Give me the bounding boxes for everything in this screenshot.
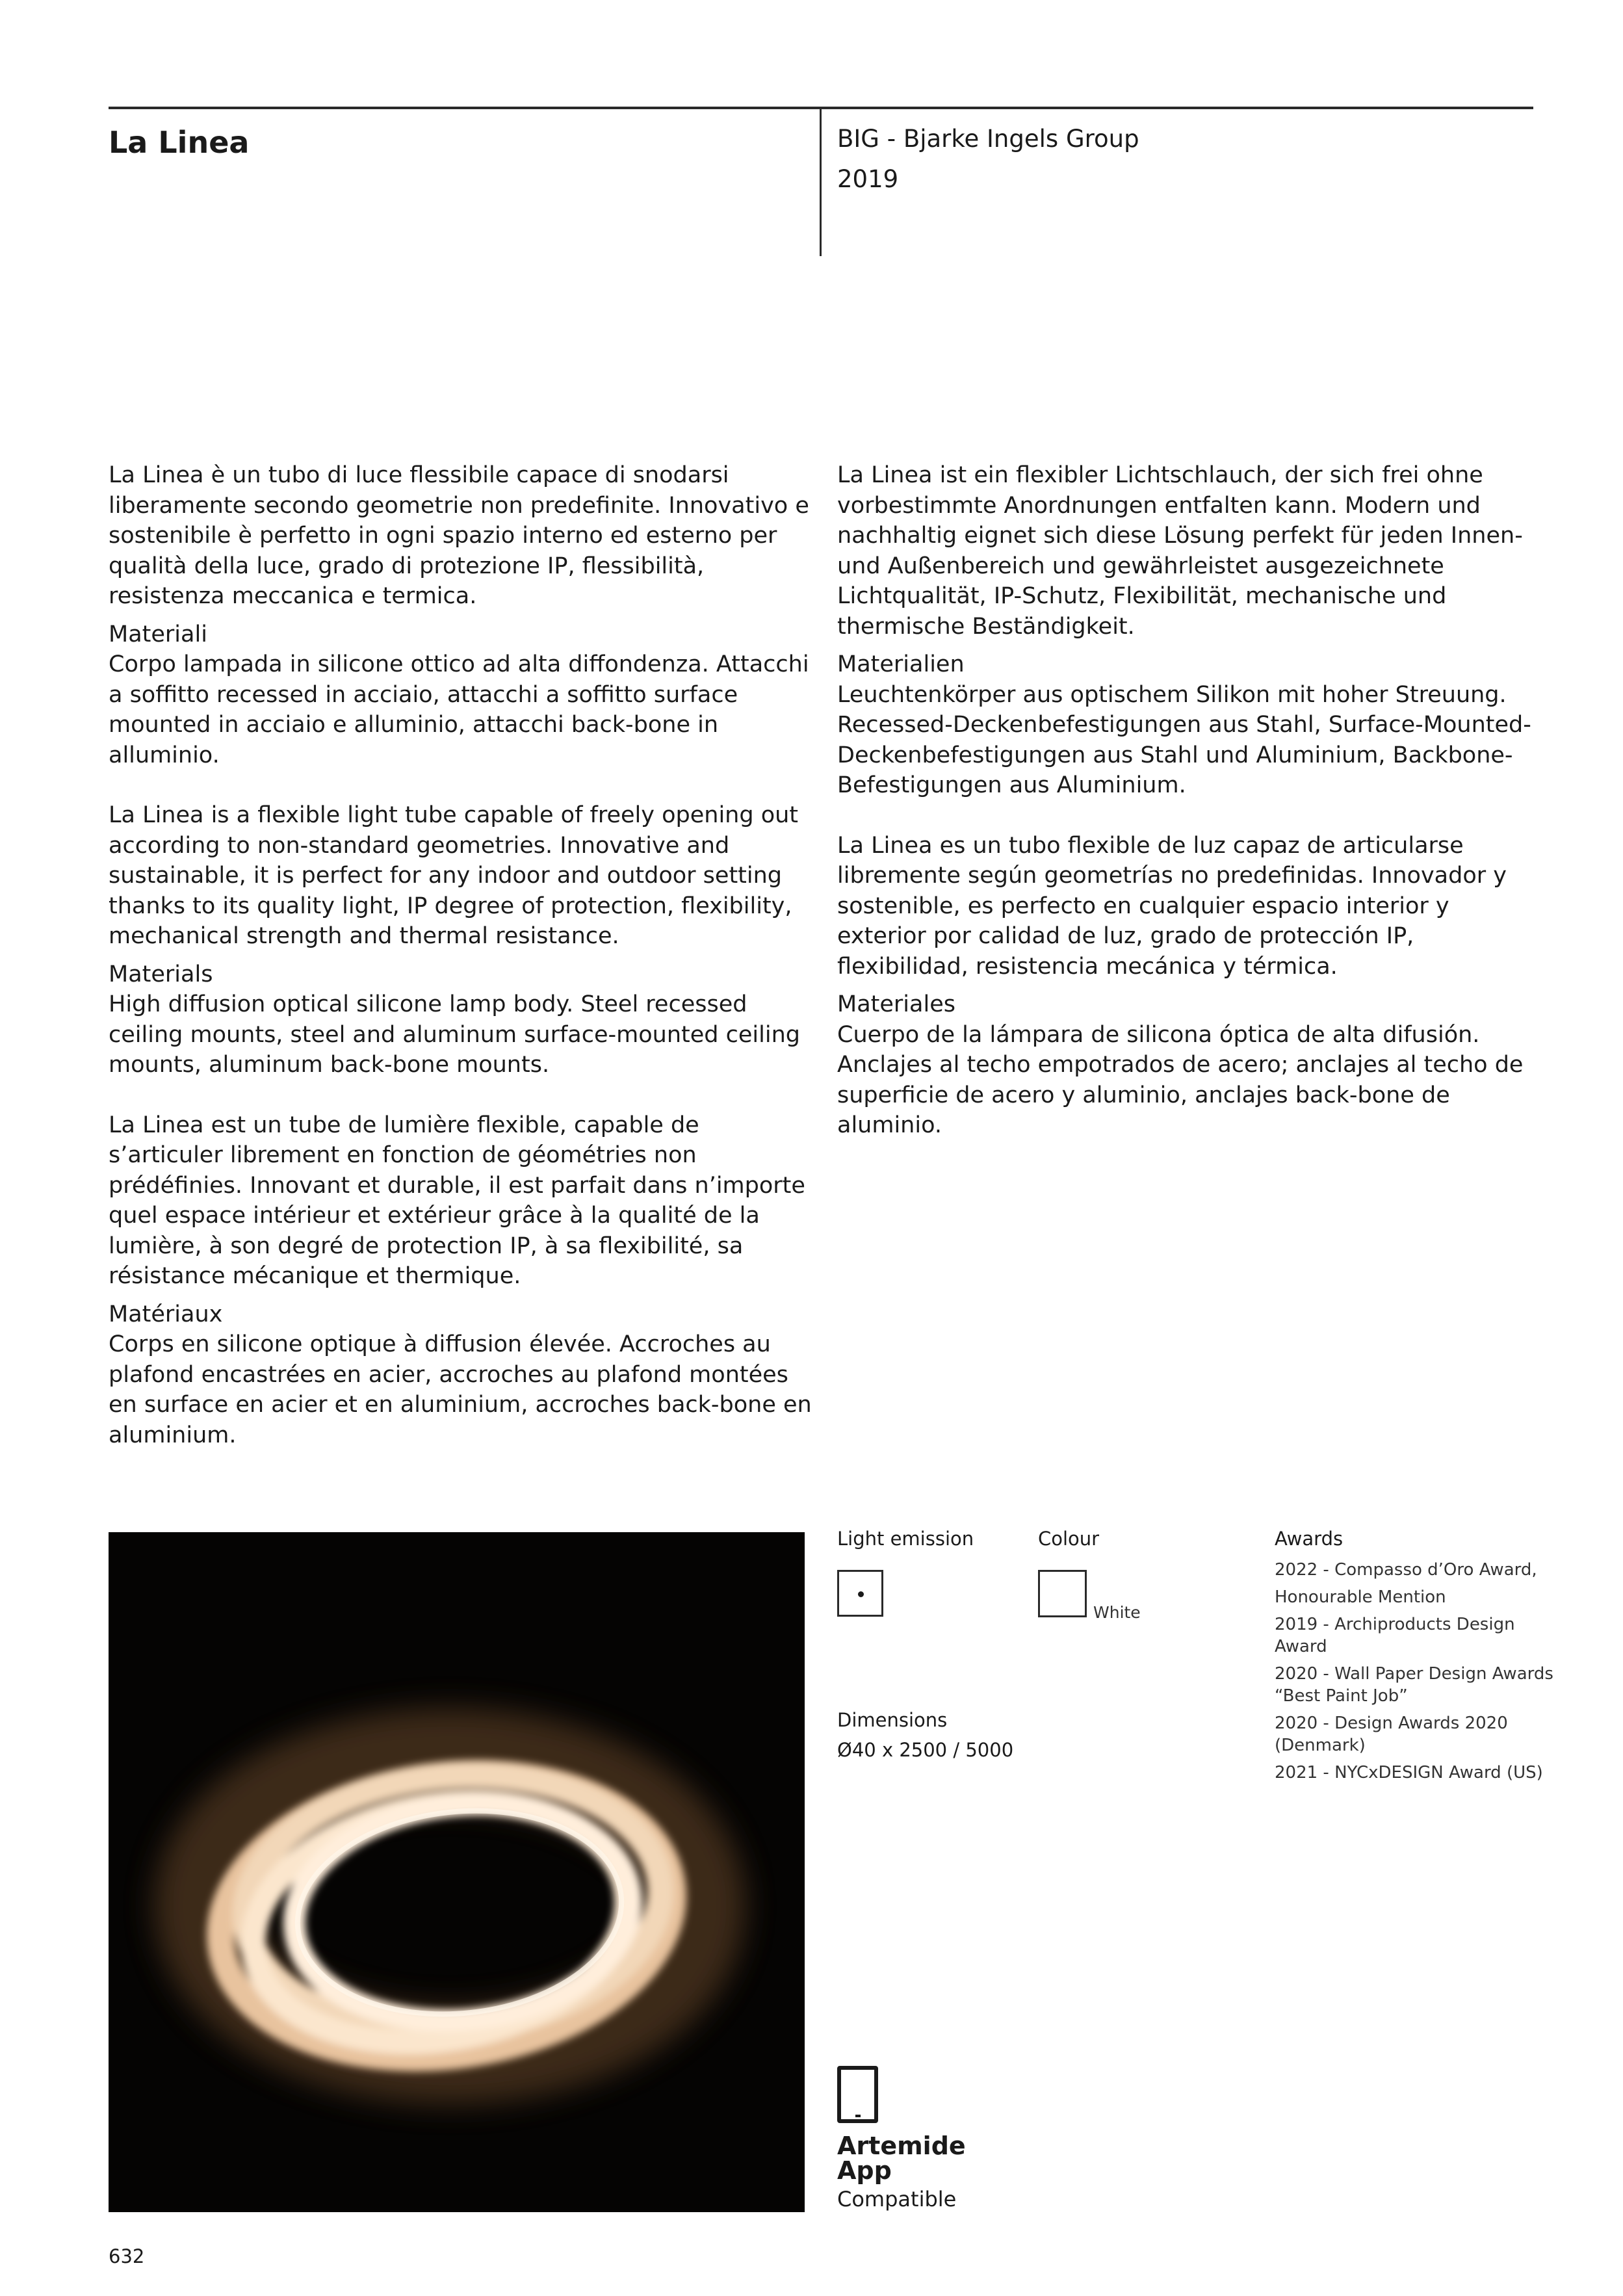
- light-emission-icon: [837, 1570, 883, 1617]
- materials-text: High diffusion optical silicone lamp body. Steel recessed ceiling mounts, steel and aluminum surface-mounted ceiling mounts, aluminum back-bone mounts.: [109, 991, 800, 1078]
- materials-heading: Materials: [109, 961, 213, 987]
- materials-heading: Materialien: [837, 651, 965, 677]
- description-text: La Linea is a flexible light tube capable of freely opening out according to non-standard geometries. Innovative and sustainable, it is perfect for any indoor and outdoor setting thanks to its quality light, IP degree of protection, flexibility, mechanical strength and thermal resistance.: [109, 802, 799, 949]
- description-en: [109, 800, 817, 1080]
- app-compatible-label: Compatible: [837, 2187, 957, 2211]
- app-line-1: Artemide: [837, 2132, 966, 2160]
- award-item: 2022 - Compasso d’Oro Award,: [1275, 1560, 1537, 1580]
- designer-name: BIG - Bjarke Ingels Group: [837, 125, 1139, 153]
- award-item: 2021 - NYCxDESIGN Award (US): [1275, 1763, 1543, 1782]
- award-item: 2020 - Design Awards 2020 (Denmark): [1275, 1714, 1508, 1755]
- description-text: La Linea ist ein flexibler Lichtschlauch, der sich frei ohne vorbestimmte Anordnungen entfalten kann. Modern und nachhaltig eignet sich diese Lösung perfekt für jeden Innen- und Außenbereich und gewährleistet ausgezeichnete Lichtqualität, IP-Schutz, Flexibilität, mechanische und thermische Beständigkeit.: [837, 462, 1523, 640]
- artemide-app-title: [837, 2133, 966, 2183]
- materials-text: Cuerpo de la lámpara de silicona óptica de alta difusión. Anclajes al techo empotrados de acero; anclajes al techo de superficie de acero y aluminio, anclajes back-bone de aluminio.: [837, 1021, 1524, 1138]
- materials-text: Corps en silicone optique à diffusion élevée. Accroches au plafond encastrées en acier, accroches au plafond montées en surface en acier et en aluminium, accroches back-bone en aluminium.: [109, 1331, 812, 1448]
- dimensions-value: Ø40 x 2500 / 5000: [837, 1739, 1014, 1761]
- description-fr: [109, 1110, 817, 1451]
- award-item: Honourable Mention: [1275, 1587, 1446, 1607]
- materials-heading: Materiali: [109, 621, 207, 647]
- colour-label: Colour: [1038, 1528, 1100, 1550]
- app-line-2: App: [837, 2156, 892, 2185]
- award-item: 2019 - Archiproducts Design Award: [1275, 1615, 1515, 1656]
- light-tube-illustration: [109, 1532, 805, 2212]
- materials-heading: Matériaux: [109, 1301, 223, 1327]
- colour-swatch-white: [1038, 1570, 1087, 1617]
- tablet-icon: [837, 2066, 878, 2123]
- awards-list: [1275, 1559, 1561, 1789]
- description-de: [837, 460, 1539, 801]
- dimensions-label: Dimensions: [837, 1709, 948, 1731]
- description-column-right: [837, 460, 1539, 1141]
- description-text: La Linea è un tubo di luce flessibile capace di snodarsi liberamente secondo geometrie non predefinite. Innovativo e sostenibile è perfetto in ogni spazio interno ed esterno per qualità della luce, grado di protezione IP, flessibilità, resistenza meccanica e termica.: [109, 462, 809, 609]
- awards-label: Awards: [1275, 1528, 1344, 1550]
- description-text: La Linea es un tubo flexible de luz capaz de articularse libremente según geometrías no predefinidas. Innovador y sostenible, es perfecto en cualquier espacio interior y exterior por calidad de luz, grado de protección IP, flexibilidad, resistencia mecánica y térmica.: [837, 832, 1507, 980]
- design-year: 2019: [837, 165, 899, 193]
- header-divider: [820, 107, 822, 256]
- description-text: La Linea est un tube de lumière flexible, capable de s’articuler librement en fonction de géométries non prédéfinies. Innovant et durable, il est parfait dans n’importe quel espace intérieur et extérieur grâce à la qualité de la lumière, à son degré de protection IP, à sa flexibilité, sa résistance mécanique et thermique.: [109, 1112, 805, 1289]
- materials-heading: Materiales: [837, 991, 955, 1017]
- light-emission-label: Light emission: [837, 1528, 974, 1550]
- tablet-home-indicator: [855, 2115, 861, 2117]
- product-title: La Linea: [109, 125, 250, 160]
- award-item: 2020 - Wall Paper Design Awards “Best Paint Job”: [1275, 1664, 1553, 1706]
- materials-text: Leuchtenkörper aus optischem Silikon mit hoher Streuung. Recessed-Deckenbefestigungen aus Stahl, Surface-Mounted-Deckenbefestigungen aus Stahl und Aluminium, Backbone-Befestigungen aus Aluminium.: [837, 681, 1531, 798]
- emission-point-icon: [858, 1591, 864, 1597]
- description-it: [109, 460, 817, 770]
- colour-value: White: [1093, 1603, 1141, 1622]
- description-es: [837, 831, 1539, 1141]
- page-number: 632: [109, 2245, 145, 2267]
- product-photo: [109, 1532, 805, 2212]
- description-column-left: [109, 460, 817, 1450]
- materials-text: Corpo lampada in silicone ottico ad alta diffondenza. Attacchi a soffitto recessed in acciaio, attacchi a soffitto surface mounted in acciaio e alluminio, attacchi back-bone in alluminio.: [109, 651, 809, 768]
